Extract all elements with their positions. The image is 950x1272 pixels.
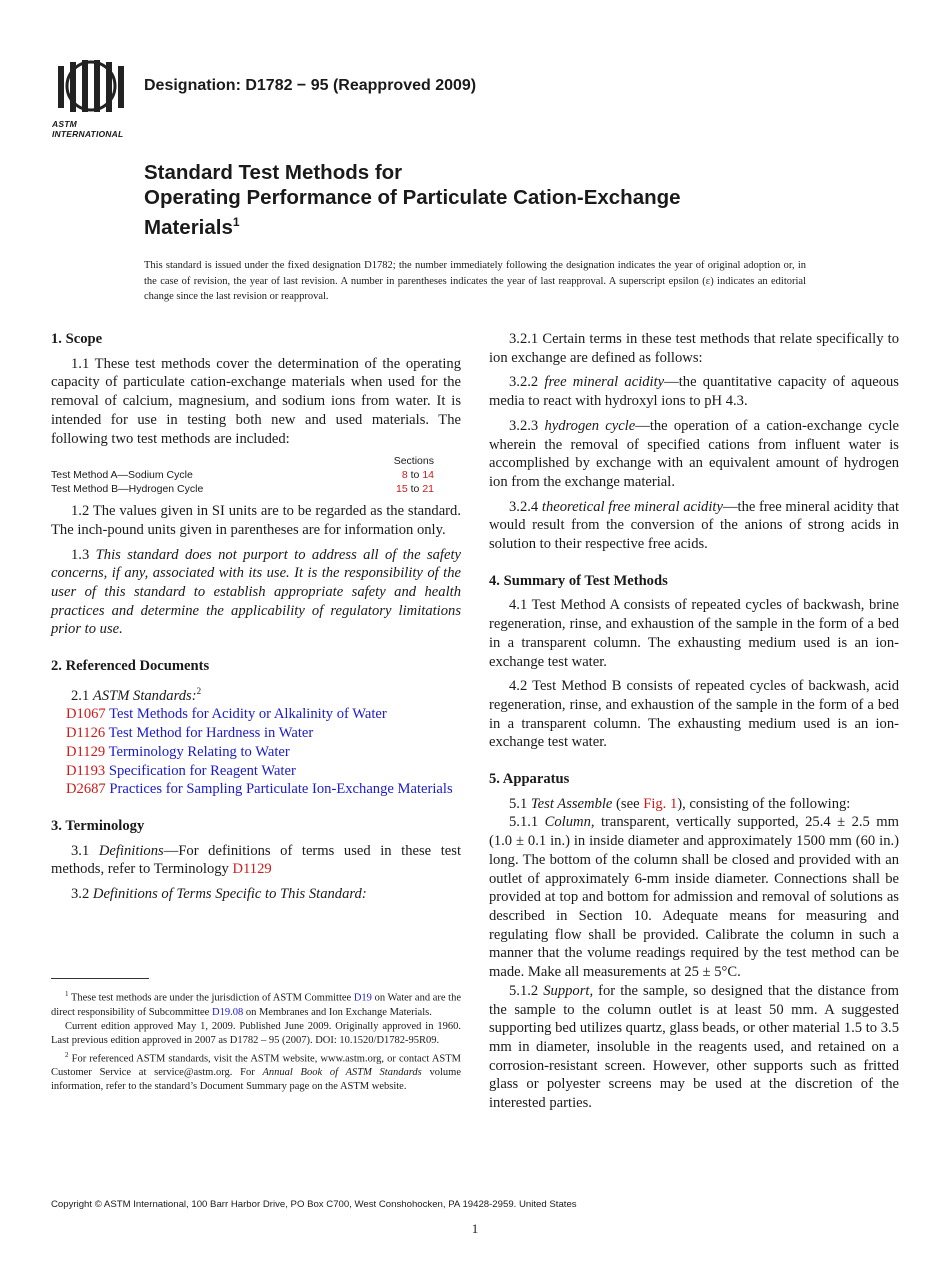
page-number: 1 — [471, 1221, 479, 1236]
section-link[interactable]: 15 — [396, 483, 408, 496]
ref-code[interactable]: D2687 — [66, 781, 106, 798]
committee-link[interactable]: D19 — [353, 992, 372, 1004]
definition-text: —the quantitative capacity of aqueous media to react with hydroxyl ions to pH 4.3. — [489, 374, 899, 410]
title-line-1: Standard Test Methods for — [144, 161, 403, 184]
term: theoretical free mineral acidity — [541, 498, 723, 515]
ref-item[interactable] — [51, 762, 461, 781]
para-text: for the sample, so designed that the distance from the sample to the column outlet is at least 50 mm. A suggested supporting bed utilizes quartz, glass beads, or other material 1.5 to 3.5 mm in diameter, insoluble in the reagents used, and retained on a corrosion-resistant screen. However, other supports such as fritted glass or polyester screens may be used at the discretion of the interested parties. — [489, 982, 899, 1112]
paragraph-5-1 — [489, 795, 899, 814]
paragraph-1-1: 1.1 These test methods cover the determination of the operating capacity of particulate cation-exchange materials when used for the removal of calcium, magnesium, and sodium ions from water. It is intended for use in testing both new and used materials. The following two test methods are included: — [51, 355, 461, 447]
ref-title[interactable]: Practices for Sampling Particulate Ion-Exchange Materials — [109, 781, 453, 798]
ref-item[interactable] — [51, 724, 461, 743]
paragraph-4-1: 4.1 Test Method A consists of repeated cycles of backwash, brine regeneration, rinse, and exhaustion of the sample in the form of a bed in a transparent column. The exhausting medium used is an ion-exchange test water. — [489, 597, 899, 670]
para-text: (see — [612, 795, 644, 812]
footnote-1 — [51, 987, 461, 1020]
para-number: 5.1.2 — [509, 982, 539, 999]
para-number: 3.2 — [71, 886, 90, 903]
definition-text: —For definitions of terms used in these test methods, refer to Terminology — [51, 842, 462, 878]
copyright: Copyright © ASTM International, 100 Barr Harbor Drive, PO Box C700, West Conshohocken, PA 19428-2959. United States — [51, 1199, 577, 1210]
paragraph-1-2: 1.2 The values given in SI units are to be regarded as the standard. The inch-pound units given in parentheses are for information only. — [51, 503, 461, 538]
paragraph-3-2-4 — [489, 498, 899, 554]
footnote-mark: 1 — [65, 990, 69, 998]
title-line-2: Operating Performance of Particulate Cation-Exchange — [144, 186, 681, 209]
footnote-divider — [51, 978, 149, 979]
astm-standards-label: ASTM Standards: — [92, 687, 197, 704]
ref-code[interactable]: D1067 — [66, 706, 106, 723]
para-number: 5.1 — [509, 795, 528, 812]
range-sep: to — [410, 483, 420, 496]
methods-table — [51, 454, 434, 496]
subcommittee-link[interactable]: D19.08 — [211, 1006, 244, 1018]
footnote-text: on Membranes and Ion Exchange Materials. — [243, 1006, 432, 1018]
footnote-italic: Annual Book of ASTM Standards — [262, 1067, 422, 1078]
ref-title[interactable]: Terminology Relating to Water — [108, 743, 290, 760]
method-name: Test Method A—Sodium Cycle — [51, 469, 193, 482]
ref-link[interactable]: D1129 — [232, 861, 272, 878]
ref-item[interactable] — [51, 705, 461, 724]
ref-item[interactable] — [51, 780, 461, 799]
footnote-mark: 2 — [196, 685, 202, 696]
footnote-text: volume information, refer to the standard’s Document Summary page on the ASTM website. — [51, 1067, 461, 1092]
paragraph-2-1 — [51, 682, 461, 706]
section-link[interactable]: 21 — [422, 483, 434, 496]
paragraph-5-1-2 — [489, 982, 899, 1113]
method-name: Test Method B—Hydrogen Cycle — [51, 483, 204, 496]
table-row — [51, 468, 434, 482]
para-number: 3.1 — [71, 842, 90, 859]
term: Test Assemble — [530, 795, 613, 812]
page-title — [144, 160, 844, 240]
designation-notice: This standard is issued under the fixed designation D1782; the number immediately following the designation indicates the year of original adoption or, in the case of revision, the year of last revision. A number in parentheses indicates the year of last reapproval. A superscript epsilon (ε) indicates an editorial change since the last revision or reapproval. — [144, 260, 806, 302]
para-text: transparent, vertically supported, 25.4 ± 2.5 mm (1.0 ± 0.1 in.) in inside diameter and approximately 1500 mm (60 in.) long. The bottom of the column shall be closed and provided with an outlet of approximately 6-mm inside diameter. Connections shall be provided at top and bottom for admission and removal of solutions as described in Section 10. Adequate means for measuring and regulating flow shall be provided. Calibrate the column in such a manner that the volume readings required by the test method can be made. Make all measurements at 25 ± 5°C. — [489, 814, 899, 981]
safety-statement: This standard does not purport to address all of the safety concerns, if any, associated with its use. It is the responsibility of the user of this standard to establish appropriate safety and health practices and determine the applicability of regulatory limitations prior to use. — [51, 546, 461, 638]
ref-item[interactable] — [51, 743, 461, 762]
term: Definitions — [98, 842, 164, 859]
term: hydrogen cycle — [544, 417, 636, 434]
section-link[interactable]: 8 — [401, 469, 408, 482]
para-number: 3.2.4 — [509, 498, 539, 515]
paragraph-5-1-1 — [489, 813, 899, 981]
ref-code[interactable]: D1193 — [66, 762, 106, 779]
ref-code[interactable]: D1126 — [66, 725, 106, 742]
footnote-mark: 2 — [65, 1050, 69, 1059]
footnote-text: on Water and are the direct responsibility of Subcommittee — [51, 992, 461, 1018]
ref-title[interactable]: Specification for Reagent Water — [108, 762, 296, 779]
term: Support, — [543, 982, 594, 999]
section-link[interactable]: 14 — [422, 469, 434, 482]
footnote-edition: Current edition approved May 1, 2009. Published June 2009. Originally approved in 1960. Last previous edition approved in 2007 as D1782 – 95 (2007). DOI: 10.1520/D1782-95R09. — [51, 1020, 461, 1046]
figure-link[interactable]: Fig. 1 — [643, 795, 678, 812]
term: Column, — [544, 814, 595, 831]
logo-text: ASTM INTERNATIONAL — [52, 119, 124, 139]
section-heading-refdocs: 2. Referenced Documents — [51, 658, 210, 675]
table-row — [51, 482, 434, 496]
sections-header: Sections — [393, 455, 434, 468]
paragraph-1-3 — [51, 546, 461, 640]
section-heading-summary: 4. Summary of Test Methods — [489, 572, 668, 589]
paragraph-3-2-1: 3.2.1 Certain terms in these test methods that relate specifically to ion exchange are defined as follows: — [489, 331, 899, 366]
ref-title[interactable]: Test Methods for Acidity or Alkalinity of Water — [109, 706, 387, 723]
title-footnote-mark: 1 — [232, 215, 240, 229]
para-number: 3.2.3 — [509, 417, 539, 434]
definition-text: —the operation of a cation-exchange cycle wherein the removal of specified cations from influent water is accomplished by exchange with an equivalent amount of hydrogen ion from the exchange material. — [489, 417, 899, 490]
para-number: 1.3 — [71, 546, 90, 563]
para-number: 2.1 — [71, 687, 90, 704]
para-number: 3.2.2 — [509, 374, 539, 391]
paragraph-3-2-3 — [489, 417, 899, 492]
designation: Designation: D1782 − 95 (Reapproved 2009) — [144, 77, 477, 94]
footnote-text: For referenced ASTM standards, visit the ASTM website, www.astm.org, or contact ASTM Customer Service at service@astm.org. For — [51, 1053, 461, 1078]
para-text: ), consisting of the following: — [677, 795, 851, 812]
footnotes — [51, 987, 461, 1094]
ref-title[interactable]: Test Method for Hardness in Water — [108, 725, 314, 742]
definition-text: —the free mineral acidity that would result from the conversion of the anions of strong acids in solution to their respective free acids. — [489, 498, 899, 553]
paragraph-4-2: 4.2 Test Method B consists of repeated cycles of backwash, acid regeneration, rinse, and exhaustion of the sample in the form of a bed in a transparent column. The exhausting medium used is an ion-exchange test water. — [489, 678, 899, 751]
title-line-3: Materials — [144, 215, 233, 239]
term: free mineral acidity — [544, 374, 665, 391]
ref-code[interactable]: D1129 — [66, 743, 106, 760]
subsection-title: Definitions of Terms Specific to This Standard: — [92, 886, 367, 903]
right-column — [489, 330, 899, 1119]
astm-logo — [52, 58, 136, 139]
paragraph-3-1 — [51, 842, 461, 879]
para-number: 5.1.1 — [509, 814, 539, 831]
range-sep: to — [410, 469, 420, 482]
left-column — [51, 330, 461, 910]
section-heading-scope: 1. Scope — [51, 331, 103, 347]
footnote-2 — [51, 1048, 461, 1095]
footnote-text: These test methods are under the jurisdiction of ASTM Committee — [68, 992, 354, 1004]
paragraph-3-2 — [51, 885, 461, 904]
paragraph-3-2-2 — [489, 373, 899, 410]
section-heading-apparatus: 5. Apparatus — [489, 771, 570, 788]
section-heading-terminology: 3. Terminology — [51, 817, 145, 834]
